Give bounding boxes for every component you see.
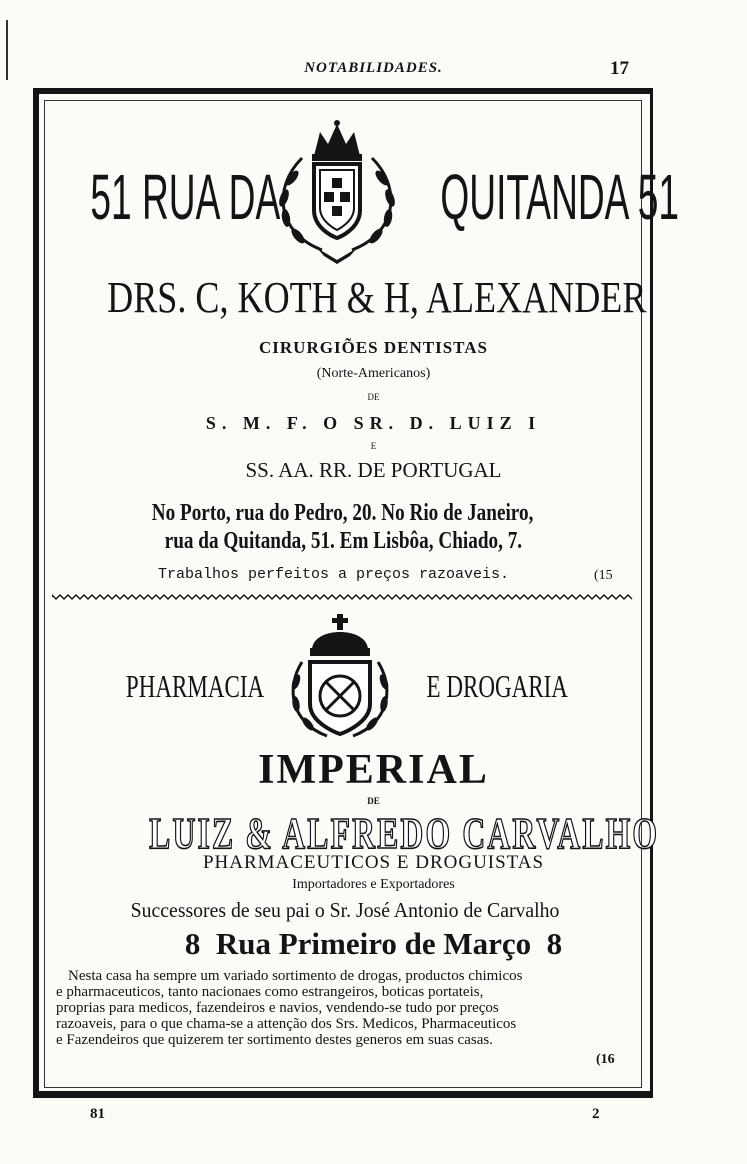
ad2-trade: Importadores e Exportadores: [292, 877, 455, 892]
ad1-left-title: 51 RUA DA: [90, 161, 281, 233]
footer-right: 2: [592, 1106, 600, 1122]
ad2-body: [56, 968, 636, 1048]
ad2-left-title: PHARMACIA: [125, 668, 265, 704]
wavy-divider: [52, 592, 634, 602]
ad2-address: 8 Rua Primeiro de Março 8: [184, 926, 563, 961]
ad2-successors: Successores de seu pai o Sr. José Antonio de Carvalho: [130, 898, 560, 922]
ad2-body-line: proprias para medicos, fazendeiros e navios, vendendo-se tudo por preços: [56, 1000, 499, 1016]
ad2-body-line: razoaveis, para o que chama-se a attenção dos Srs. Medicos, Pharmaceuticos: [56, 1016, 517, 1032]
ad2-imperial: IMPERIAL: [258, 747, 489, 793]
page-number: 17: [610, 58, 629, 79]
ad2-ref: (16: [596, 1052, 615, 1067]
ad1-patron: S. M. F. O SR. D. LUIZ I: [205, 413, 542, 433]
ad2-names: LUIZ & ALFREDO CARVALHO: [149, 809, 660, 858]
ad1-de: DE: [367, 392, 380, 402]
ad1-ref: (15: [594, 568, 613, 583]
ad1-names: DRS. C, KOTH & H, ALEXANDER: [107, 273, 647, 322]
ad1-origin: (Norte-Americanos): [316, 366, 431, 381]
ad1-address-line2: rua da Quitanda, 51. Em Lisbôa, Chiado, 7.: [164, 528, 522, 554]
ad2-profession: PHARMACEUTICOS E DROGUISTAS: [202, 852, 545, 873]
portuguese-coat-of-arms-icon: [262, 118, 412, 266]
ad2-de: DE: [367, 796, 380, 806]
imperial-crown-emblem-icon: [282, 612, 398, 744]
ad1-tagline: Trabalhos perfeitos a preços razoaveis.: [158, 566, 510, 583]
ad2-right-title: E DROGARIA: [426, 668, 568, 704]
footer-left: 81: [90, 1106, 105, 1122]
running-head: NOTABILIDADES.: [304, 60, 443, 76]
ad2-body-line: Nesta casa ha sempre um variado sortimento de drogas, productos chimicos: [68, 968, 523, 984]
ad2-body-line: e pharmaceuticos, tanto nacionaes como estrangeiros, boticas portateis,: [56, 984, 484, 1000]
ad2-body-line: e Fazendeiros que quizerem ter sortimento destes generos em suas casas.: [56, 1032, 493, 1048]
ad1-right-title: QUITANDA 51: [440, 161, 679, 233]
ad1-address-line1: No Porto, rua do Pedro, 20. No Rio de Janeiro,: [152, 500, 534, 526]
ad1-patron2: SS. AA. RR. DE PORTUGAL: [245, 458, 502, 482]
ad1-profession: CIRURGIÕES DENTISTAS: [259, 338, 488, 357]
ad1-e: E: [370, 441, 377, 451]
